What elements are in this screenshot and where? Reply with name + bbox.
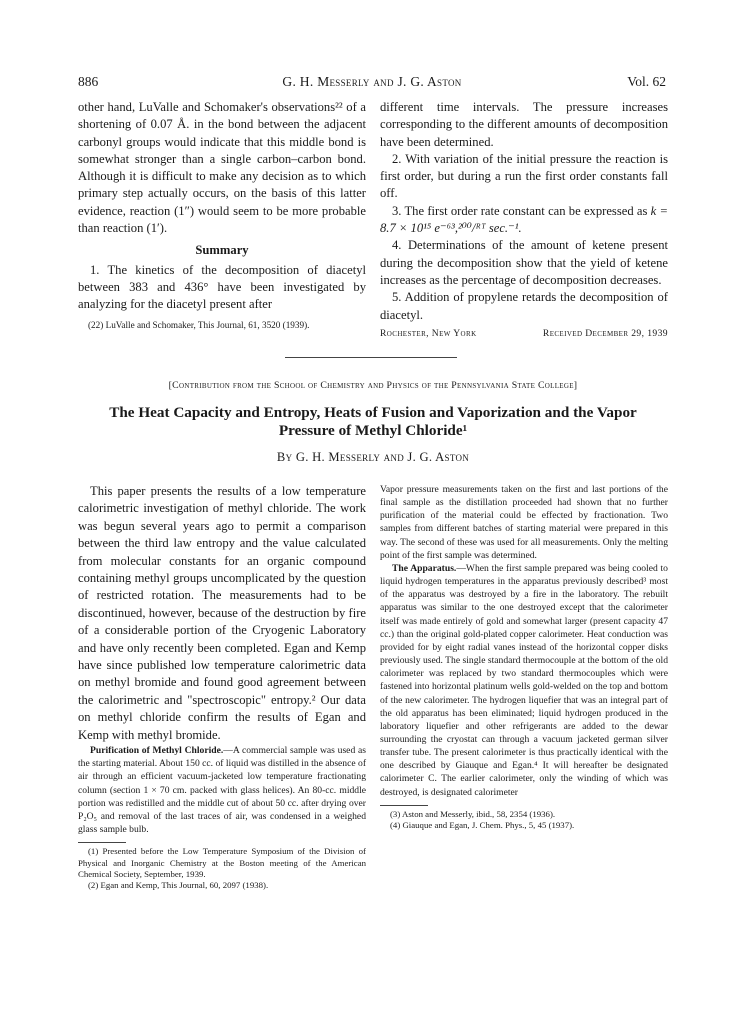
summary-item-3 — [380, 203, 668, 238]
signature-city: Rochester, New York — [380, 327, 477, 339]
purification-text: —A commercial sample was used as the starting material. About 150 cc. of liquid was distilled in the absence of air through an efficient vacuum-jacketed low temperature fractionating column (section 1 × 70 cm. packed with glass helices). An 80-cc. middle portion was redistilled and the middle cut of about 50 cc. after drying over P₂O₅ and removal of the last traces of air, was condensed in a weighed glass sample bulb. — [78, 745, 367, 836]
summary-heading: Summary — [195, 243, 249, 258]
article-separator-rule — [285, 357, 457, 358]
running-header — [78, 74, 666, 92]
footnote-rule — [380, 805, 428, 806]
summary-item-4: 4. Determinations of the amount of ketene present during the decomposition show that the yield of ketene increases as the percentage of decomposition decreases. — [380, 238, 668, 287]
contribution-line: [Contribution from the School of Chemistry and Physics of the Pennsylvania State College] — [168, 380, 578, 391]
summary-item-2: 2. With variation of the initial pressure the reaction is first order, but during a run the first order constants fall off. — [380, 151, 668, 201]
previous-article-paragraph: other hand, LuValle and Schomaker's observations²² of a shortening of 0.07 Å. in the bond between the adjacent carbonyl groups would indicate that this middle bond is somewhat stronger than a single carbon–carbon bond. Although it is difficult to make any decision as to which primary step actually occurs, on the basis of this latter evidence, reaction (1″) would seem to be more probable than reaction (1′). — [78, 100, 366, 236]
purification-paragraph — [78, 744, 366, 836]
footnote-rule — [78, 842, 126, 843]
apparatus-heading: The Apparatus. — [392, 562, 457, 574]
summary-item-1-continued: different time intervals. The pressure increases corresponding to the different amounts of decomposition have been determined. — [380, 100, 668, 149]
purification-heading: Purification of Methyl Chloride. — [90, 745, 224, 757]
rate-equation: k = 8.7 × 10¹⁵ e⁻⁶³,²⁰⁰/ᴿᵀ sec.⁻¹. — [380, 203, 668, 236]
footnote-4: (4) Giauque and Egan, J. Chem. Phys., 5, 45 (1937). — [390, 820, 575, 831]
running-title: G. H. Messerly and J. G. Aston — [282, 74, 462, 89]
received-date: Received December 29, 1939 — [542, 327, 668, 339]
volume-label: Vol. 62 — [627, 74, 666, 89]
article-right-column — [380, 483, 668, 832]
footnote-2: (2) Egan and Kemp, This Journal, 60, 2097 (1938). — [88, 880, 269, 891]
previous-article-right-column — [380, 99, 668, 342]
footnote-3: (3) Aston and Messerly, ibid., 58, 2354 (1936). — [390, 808, 556, 819]
previous-article-left-column — [78, 99, 366, 331]
summary-item-5: 5. Addition of propylene retards the decomposition of diacetyl. — [380, 290, 668, 322]
footnote-1: (1) Presented before the Low Temperature Symposium of the Division of Physical and Inorganic Chemistry at the Boston meeting of the American Chemical Society, September, 1939. — [78, 846, 366, 879]
article-title-line-1: The Heat Capacity and Entropy, Heats of Fusion and Vaporization and the Vapor — [109, 404, 637, 421]
apparatus-text: —When the first sample prepared was being cooled to liquid hydrogen temperatures in the apparatus previously described³ most of the apparatus was destroyed by a fire in the laboratory. The rebuilt apparatus was similar to the one destroyed except that the calorimeter itself was made entirely of gold and somewhat larger (present capacity 47 cc.) than the original gold-plated copper calorimeter. Heat conduction was provided for by eight radial vanes instead of the horizontal copper disks previously used. The single standard thermocouple at the bottom of the old calorimeter was replaced by two standard thermocouples which were fastened into horizontal platinum wells gold-welded on the top and bottom of the new calorimeter. The hydrogen liquefier that was an integral part of the old apparatus has been eliminated; liquid hydrogen produced in the laboratory liquefier and other refrigerants are added to the dewar surrounding the cryostat can through a vacuum jacketed german silver transfer tube. The present calorimeter is thus practically identical with the one described by Giauque and Egan.⁴ It will hereafter be designated calorimeter C. The earlier calorimeter, only the winding of which was destroyed, is designated calorimeter — [380, 562, 668, 798]
article-title — [78, 404, 668, 440]
footnote-22: (22) LuValle and Schomaker, This Journal, 61, 3520 (1939). — [88, 319, 310, 330]
article-byline: By G. H. Messerly and J. G. Aston — [276, 450, 470, 464]
article-title-line-2: Pressure of Methyl Chloride¹ — [278, 422, 468, 439]
summary-item-3-text: 3. The first order rate constant can be expressed as — [392, 203, 648, 218]
page-number: 886 — [78, 74, 99, 89]
article-left-column — [78, 483, 366, 892]
intro-paragraph: This paper presents the results of a low temperature calorimetric investigation of methyl chloride. The work was begun several years ago to permit a comparison between the third law entropy and the value calculated from molecular constants for an organic compound containing methyl groups uncomplicated by the question of restricted rotation. The measurements had to be discontinued, however, because of the destruction by fire of a considerable portion of the Cryogenic Laboratory and have only recently been completed. Egan and Kemp have since published low temperature calorimetric data on methyl bromide and found good agreement between the calorimetric and "spectroscopic" entropy.² Our data on methyl chloride confirm the results of Egan and Kemp with methyl bromide. — [78, 484, 366, 742]
vapor-pressure-paragraph: Vapor pressure measurements taken on the first and last portions of the final sample as the distillation proceeded had shown that no further purification of the material could be effected by fractionation. Two samples from different batches of starting material were prepared in this way. The second of these was used for all measurements. Only the melting point of the first sample was determined. — [380, 484, 668, 561]
summary-item-1: 1. The kinetics of the decomposition of diacetyl between 383 and 436° have been investigated by analyzing for the diacetyl present after — [78, 262, 366, 312]
apparatus-paragraph — [380, 562, 668, 799]
